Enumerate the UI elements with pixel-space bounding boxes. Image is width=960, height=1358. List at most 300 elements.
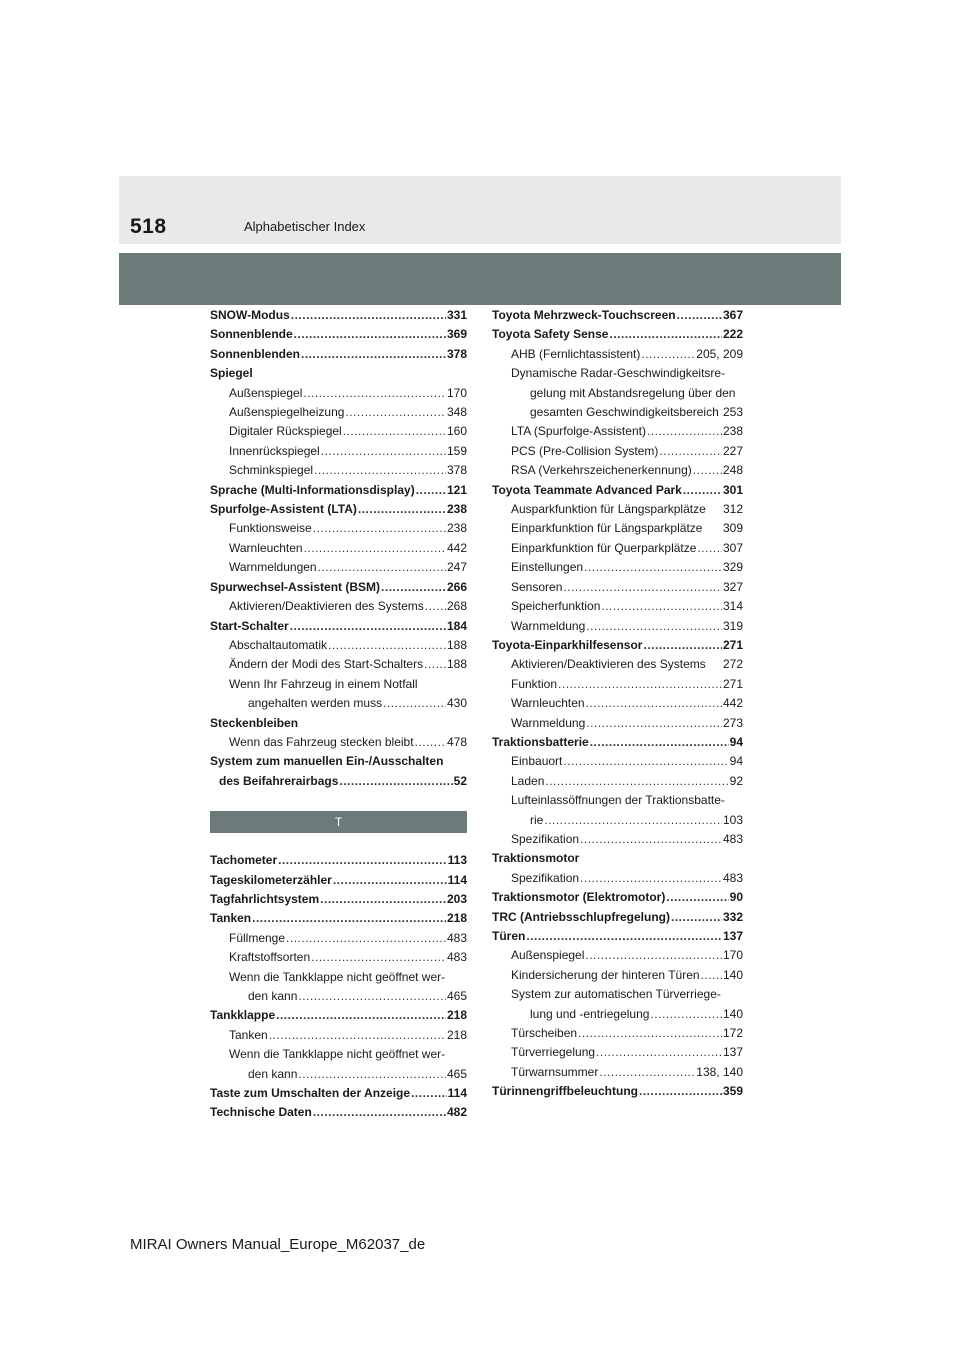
dot-leader	[586, 694, 722, 713]
index-entry-page[interactable]: 218	[446, 911, 467, 926]
index-entry-term: System zum manuellen Ein-/Ausschalten	[210, 754, 444, 769]
index-entry	[492, 1063, 743, 1082]
index-entry	[492, 345, 743, 364]
index-entry	[492, 519, 743, 538]
index-entry-page[interactable]: 266	[446, 579, 467, 594]
index-entry	[210, 909, 467, 928]
index-entry-page[interactable]: 238	[722, 424, 743, 439]
index-entry-page[interactable]: 309	[722, 521, 743, 536]
index-entry-page[interactable]: 478	[446, 734, 467, 749]
index-entry-page[interactable]: 238	[446, 502, 467, 517]
index-entry	[210, 442, 467, 461]
dot-leader	[596, 1043, 722, 1062]
dot-leader	[381, 578, 446, 597]
dot-leader	[584, 558, 722, 577]
index-entry	[210, 948, 467, 967]
dot-leader	[601, 597, 722, 616]
index-entry-term: Tanken	[210, 911, 252, 926]
dot-leader	[383, 694, 446, 713]
index-entry-page[interactable]: 170	[446, 385, 467, 400]
index-entry-term: Steckenbleiben	[210, 715, 299, 730]
index-entry	[492, 558, 743, 577]
index-entry-page[interactable]: 188	[446, 657, 467, 672]
index-entry	[210, 558, 467, 577]
dot-leader	[609, 325, 721, 344]
index-entry-term: Füllmenge	[229, 930, 286, 945]
index-entry-term: Toyota Mehrzweck-Touchscreen	[492, 308, 676, 322]
index-entry-term: Traktionsmotor	[492, 851, 580, 866]
index-entry-term: Aktivieren/Deaktivieren des Systems	[511, 657, 706, 672]
index-entry	[210, 675, 467, 694]
index-entry	[210, 325, 467, 344]
index-entry-term: Speicherfunktion	[511, 599, 601, 614]
index-entry-term: Warnmeldungen	[229, 560, 317, 575]
dot-leader	[314, 461, 446, 480]
index-entry-term: Außenspiegelheizung	[229, 405, 345, 420]
index-entry	[210, 772, 467, 791]
dot-leader	[252, 909, 446, 928]
index-entry	[210, 636, 467, 655]
index-entry-term: Türinnengriffbeleuchtung	[492, 1084, 638, 1099]
index-entry-term: Toyota-Einparkhilfesensor	[492, 637, 643, 652]
index-entry	[492, 655, 743, 674]
dot-leader	[304, 539, 446, 558]
dot-leader	[320, 890, 446, 909]
index-entry-term: Kraftstoffsorten	[229, 950, 311, 965]
index-entry-term: Tankklappe	[210, 1008, 276, 1023]
index-entry-page[interactable]: 271	[722, 676, 743, 691]
index-entry-page[interactable]: 319	[722, 618, 743, 633]
index-entry-page[interactable]: 238	[446, 521, 467, 536]
dot-leader	[650, 1005, 722, 1024]
index-entry-term: Außenspiegel	[511, 948, 585, 963]
index-entry	[210, 481, 467, 500]
dot-leader	[578, 1024, 722, 1043]
index-entry-term: Einstellungen	[511, 560, 584, 575]
index-entry	[210, 539, 467, 558]
dot-leader	[641, 345, 695, 364]
dot-leader	[424, 655, 446, 674]
index-entry	[210, 733, 467, 752]
index-entry-term: Technische Daten	[210, 1105, 312, 1120]
index-entry-term: Abschaltautomatik	[229, 637, 328, 652]
dot-leader	[647, 422, 722, 441]
index-entry-page[interactable]: 482	[446, 1105, 467, 1120]
index-entry-term: Lufteinlassöffnungen der Traktionsbatte-	[511, 793, 725, 808]
letter-divider: T	[210, 811, 467, 833]
index-entry	[492, 908, 743, 927]
index-entry	[492, 422, 743, 441]
index-entry	[492, 500, 743, 519]
index-entry-term: PCS (Pre-Collision System)	[511, 443, 659, 458]
index-entry-page[interactable]: 205, 209	[696, 346, 743, 361]
dot-leader	[701, 966, 722, 985]
index-entry-page[interactable]: 137	[722, 1045, 743, 1060]
index-entry-page[interactable]: 272	[722, 657, 743, 672]
index-entry	[492, 364, 743, 383]
index-entry	[210, 968, 467, 987]
dot-leader	[286, 929, 446, 948]
index-entry-page[interactable]: 184	[446, 618, 467, 633]
index-entry	[492, 985, 743, 1004]
index-entry-term: Tagfahrlichtsystem	[210, 891, 320, 906]
index-entry-page[interactable]: 159	[446, 443, 467, 458]
index-entry-page[interactable]: 170	[722, 948, 743, 963]
dot-leader	[693, 461, 722, 480]
index-entry-page[interactable]: 94	[729, 754, 743, 769]
index-entry-page[interactable]: 378	[446, 346, 467, 361]
index-entry	[492, 403, 743, 422]
index-entry-term: SNOW-Modus	[210, 308, 290, 322]
index-entry-page[interactable]: 203	[446, 891, 467, 906]
index-column-left	[210, 306, 467, 1123]
index-entry	[492, 849, 743, 868]
index-entry-term: Wenn die Tankklappe nicht geöffnet wer-	[229, 1047, 446, 1062]
index-entry	[210, 1006, 467, 1025]
index-entry-term: Funktion	[511, 676, 558, 691]
dot-leader	[416, 481, 446, 500]
index-entry	[210, 345, 467, 364]
index-entry-term: TRC (Antriebsschlupfregelung)	[492, 909, 671, 924]
index-entry-term: Start-Schalter	[210, 618, 289, 633]
index-entry-page[interactable]: 483	[446, 950, 467, 965]
index-entry-page[interactable]: 188	[446, 637, 467, 652]
index-entry	[210, 617, 467, 636]
index-entry	[210, 871, 467, 890]
index-entry	[210, 578, 467, 597]
index-entry-page[interactable]: 483	[722, 870, 743, 885]
dot-leader	[301, 345, 446, 364]
dot-leader	[294, 325, 446, 344]
dot-leader	[328, 636, 446, 655]
index-entry	[492, 325, 743, 344]
index-entry-page[interactable]: 314	[722, 599, 743, 614]
header-dark-band	[119, 253, 841, 305]
index-entry-term: RSA (Verkehrszeichenerkennung)	[511, 463, 692, 478]
dot-leader	[666, 888, 728, 907]
index-entry-page[interactable]: 172	[722, 1026, 743, 1041]
index-entry-term: LTA (Spurfolge-Assistent)	[511, 424, 646, 439]
index-entry-term: Aktivieren/Deaktivieren des Systems	[229, 599, 424, 614]
index-entry-term: Warnmeldung	[511, 715, 586, 730]
dot-leader	[291, 306, 446, 325]
dot-leader	[311, 948, 446, 967]
index-entry-term: Funktionsweise	[229, 521, 312, 536]
index-entry-page[interactable]: 268	[446, 599, 467, 614]
index-entry-term: System zur automatischen Türverriege-	[511, 987, 721, 1002]
index-entry	[492, 946, 743, 965]
dot-leader	[580, 830, 722, 849]
index-entry-page[interactable]: 94	[729, 734, 743, 749]
index-entry	[492, 539, 743, 558]
index-entry-term: Sonnenblenden	[210, 346, 300, 361]
index-entry-term: Innenrückspiegel	[229, 443, 320, 458]
index-entry	[210, 655, 467, 674]
index-entry	[210, 929, 467, 948]
index-entry-page[interactable]: 160	[446, 424, 467, 439]
index-entry-term: Schminkspiegel	[229, 463, 314, 478]
index-entry-page[interactable]: 369	[446, 327, 467, 342]
index-entry	[492, 811, 743, 830]
index-entry-term: gesamten Geschwindigkeitsbereich	[530, 405, 719, 420]
dot-leader	[526, 927, 722, 946]
dot-leader	[544, 811, 722, 830]
index-entry	[492, 306, 743, 325]
index-entry-page[interactable]: 307	[722, 540, 743, 555]
dot-leader	[558, 675, 722, 694]
index-entry-term: Einbauort	[511, 754, 563, 769]
dot-leader	[563, 752, 728, 771]
index-entry	[210, 1084, 467, 1103]
index-entry-term: Traktionsmotor (Elektromotor)	[492, 890, 666, 905]
dot-leader	[298, 1065, 446, 1084]
index-entry-term: Tachometer	[210, 853, 278, 868]
index-entry-page[interactable]: 331	[446, 308, 467, 322]
dot-leader	[339, 772, 452, 791]
index-entry-page[interactable]: 465	[446, 1066, 467, 1081]
dot-leader	[643, 636, 721, 655]
index-entry	[492, 927, 743, 946]
index-entry-page[interactable]: 442	[446, 540, 467, 555]
index-entry-page[interactable]: 114	[447, 1086, 467, 1101]
index-entry-page[interactable]: 222	[722, 327, 743, 342]
dot-leader	[586, 617, 722, 636]
dot-leader	[545, 772, 728, 791]
dot-leader	[683, 481, 722, 500]
index-entry	[492, 714, 743, 733]
index-entry-page[interactable]: 483	[722, 831, 743, 846]
index-entry-page[interactable]: 92	[729, 773, 743, 788]
index-entry-page[interactable]: 138, 140	[696, 1064, 743, 1079]
index-entry-page[interactable]: 218	[446, 1008, 467, 1023]
index-entry	[492, 772, 743, 791]
index-entry	[492, 1024, 743, 1043]
index-entry	[492, 597, 743, 616]
index-entry-term: Laden	[511, 773, 545, 788]
index-entry-term: Außenspiegel	[229, 385, 303, 400]
index-entry	[492, 675, 743, 694]
index-entry	[210, 1026, 467, 1045]
index-entry	[492, 733, 743, 752]
dot-leader	[278, 851, 447, 870]
index-entry-page[interactable]: 332	[722, 909, 743, 924]
index-entry-page[interactable]: 329	[722, 560, 743, 575]
index-entry	[492, 869, 743, 888]
index-entry-page[interactable]: 378	[446, 463, 467, 478]
index-entry	[492, 1005, 743, 1024]
index-group-s	[210, 306, 467, 791]
index-entry-term: Dynamische Radar-Geschwindigkeitsre-	[511, 366, 726, 381]
dot-leader	[425, 597, 446, 616]
index-entry	[492, 791, 743, 810]
index-entry-page[interactable]: 248	[722, 463, 743, 478]
dot-leader	[318, 558, 446, 577]
index-entry-page[interactable]: 430	[446, 696, 467, 711]
index-entry-page[interactable]: 301	[722, 482, 743, 497]
dot-leader	[321, 442, 446, 461]
index-entry-page[interactable]: 247	[446, 560, 467, 575]
dot-leader	[313, 519, 446, 538]
index-entry	[210, 1065, 467, 1084]
index-entry	[492, 442, 743, 461]
index-entry-page[interactable]: 367	[722, 308, 743, 322]
index-entry-page[interactable]: 483	[446, 930, 467, 945]
index-entry-term: des Beifahrerairbags	[219, 773, 339, 788]
index-entry-term: Digitaler Rückspiegel	[229, 424, 342, 439]
index-entry-page[interactable]: 465	[446, 989, 467, 1003]
index-entry	[210, 1103, 467, 1122]
index-entry-page[interactable]: 312	[722, 502, 743, 517]
dot-leader	[585, 946, 722, 965]
dot-leader	[358, 500, 446, 519]
index-entry-term: AHB (Fernlichtassistent)	[511, 346, 641, 361]
index-entry-term: Wenn das Fahrzeug stecken bleibt	[229, 734, 414, 749]
index-entry	[492, 636, 743, 655]
index-entry-page[interactable]: 227	[722, 443, 743, 458]
index-entry	[492, 578, 743, 597]
index-entry-term: Warnleuchten	[511, 696, 585, 711]
index-entry	[210, 714, 467, 733]
page-number: 518	[130, 215, 167, 238]
index-entry-term: Traktionsbatterie	[492, 734, 589, 749]
dot-leader	[671, 908, 722, 927]
index-entry-page[interactable]: 359	[722, 1084, 743, 1099]
index-entry-term: Tageskilometerzähler	[210, 872, 332, 887]
index-entry-page[interactable]: 52	[453, 773, 467, 788]
index-entry	[492, 830, 743, 849]
index-entry	[210, 384, 467, 403]
index-entry-term: Spiegel	[210, 366, 253, 381]
index-entry-term: Einparkfunktion für Längsparkplätze	[511, 521, 703, 536]
index-entry	[492, 384, 743, 403]
dot-leader	[298, 987, 446, 1006]
dot-leader	[580, 869, 722, 888]
index-entry-term: Ausparkfunktion für Längsparkplätze	[511, 502, 706, 517]
dot-leader	[290, 617, 446, 636]
index-entry-term: Spezifikation	[511, 831, 580, 846]
index-entry-term: Türverriegelung	[511, 1045, 596, 1060]
index-group-t-continued	[492, 306, 743, 1102]
index-entry-page[interactable]: 140	[722, 967, 743, 982]
section-title: Alphabetischer Index	[244, 219, 366, 234]
index-entry	[210, 403, 467, 422]
index-entry-term: Sprache (Multi-Informationsdisplay)	[210, 482, 415, 497]
dot-leader	[303, 384, 446, 403]
dot-leader	[586, 714, 722, 733]
dot-leader	[313, 1103, 446, 1122]
dot-leader	[269, 1026, 446, 1045]
dot-leader	[343, 422, 446, 441]
index-entry	[492, 694, 743, 713]
dot-leader	[659, 442, 722, 461]
footer-text: MIRAI Owners Manual_Europe_M62037_de	[130, 1236, 426, 1253]
index-entry	[210, 597, 467, 616]
index-entry	[492, 1082, 743, 1101]
index-entry-page[interactable]: 137	[722, 929, 743, 943]
index-column-right	[492, 306, 743, 1102]
dot-leader	[563, 578, 722, 597]
index-entry-term: Toyota Teammate Advanced Park	[492, 482, 682, 497]
index-entry	[210, 752, 467, 771]
index-entry	[210, 694, 467, 713]
header-band	[119, 176, 841, 244]
dot-leader	[345, 403, 446, 422]
index-entry	[210, 422, 467, 441]
index-entry	[492, 888, 743, 907]
index-entry-page[interactable]: 103	[722, 812, 743, 827]
index-entry-term: Sensoren	[511, 579, 563, 594]
index-entry-term: Tanken	[229, 1027, 268, 1042]
index-entry	[492, 617, 743, 636]
index-entry-term: Ändern der Modi des Start-Schalters	[229, 657, 424, 672]
index-entry-page[interactable]: 113	[447, 853, 467, 868]
dot-leader	[677, 306, 722, 325]
index-entry-term: Warnmeldung	[511, 618, 586, 633]
index-entry-term: Warnleuchten	[229, 540, 303, 555]
index-entry-term: den kann	[248, 1066, 298, 1081]
index-entry	[210, 987, 467, 1006]
index-entry	[210, 461, 467, 480]
index-entry-term: Wenn die Tankklappe nicht geöffnet wer-	[229, 969, 446, 984]
index-entry	[210, 519, 467, 538]
index-entry	[492, 481, 743, 500]
index-entry-term: Taste zum Umschalten der Anzeige	[210, 1086, 411, 1101]
index-entry	[210, 500, 467, 519]
index-entry-page[interactable]: 348	[446, 405, 467, 420]
index-entry-term: Spurfolge-Assistent (LTA)	[210, 502, 357, 517]
index-entry-page[interactable]: 442	[722, 696, 743, 711]
index-entry-term: Türen	[492, 929, 526, 943]
dot-leader	[333, 871, 447, 890]
index-entry-term: den kann	[248, 989, 298, 1003]
index-entry	[492, 966, 743, 985]
index-entry-page[interactable]: 273	[722, 715, 743, 730]
index-entry-page[interactable]: 140	[722, 1006, 743, 1021]
index-entry-page[interactable]: 121	[446, 482, 467, 497]
index-entry-term: Kindersicherung der hinteren Türen	[511, 967, 700, 982]
index-entry	[210, 364, 467, 383]
index-entry	[492, 461, 743, 480]
index-entry-term: Einparkfunktion für Querparkplätze	[511, 540, 697, 555]
dot-leader	[276, 1006, 446, 1025]
index-entry	[210, 1045, 467, 1064]
index-entry-term: rie	[530, 812, 544, 827]
index-entry-term: Spurwechsel-Assistent (BSM)	[210, 579, 381, 594]
index-entry-term: Türwarnsummer	[511, 1064, 599, 1079]
index-entry-term: Türscheiben	[511, 1026, 578, 1041]
index-entry-term: Toyota Safety Sense	[492, 327, 609, 342]
index-group-t	[210, 851, 467, 1123]
index-entry	[210, 306, 467, 325]
dot-leader	[415, 733, 446, 752]
index-entry-page[interactable]: 90	[729, 890, 743, 905]
index-entry	[492, 1043, 743, 1062]
index-entry-page[interactable]: 327	[722, 579, 743, 594]
index-entry-term: Wenn Ihr Fahrzeug in einem Notfall	[229, 676, 418, 691]
index-entry-page[interactable]: 271	[722, 637, 743, 652]
dot-leader	[411, 1084, 447, 1103]
index-entry-term: Sonnenblende	[210, 327, 293, 342]
index-entry-page[interactable]: 218	[446, 1027, 467, 1042]
dot-leader	[599, 1063, 695, 1082]
index-entry-page[interactable]: 114	[447, 872, 467, 887]
index-entry	[492, 752, 743, 771]
index-entry-term: angehalten werden muss	[248, 696, 383, 711]
index-entry	[210, 851, 467, 870]
index-entry-page[interactable]: 253	[722, 405, 743, 420]
dot-leader	[639, 1082, 722, 1101]
dot-leader	[590, 733, 729, 752]
